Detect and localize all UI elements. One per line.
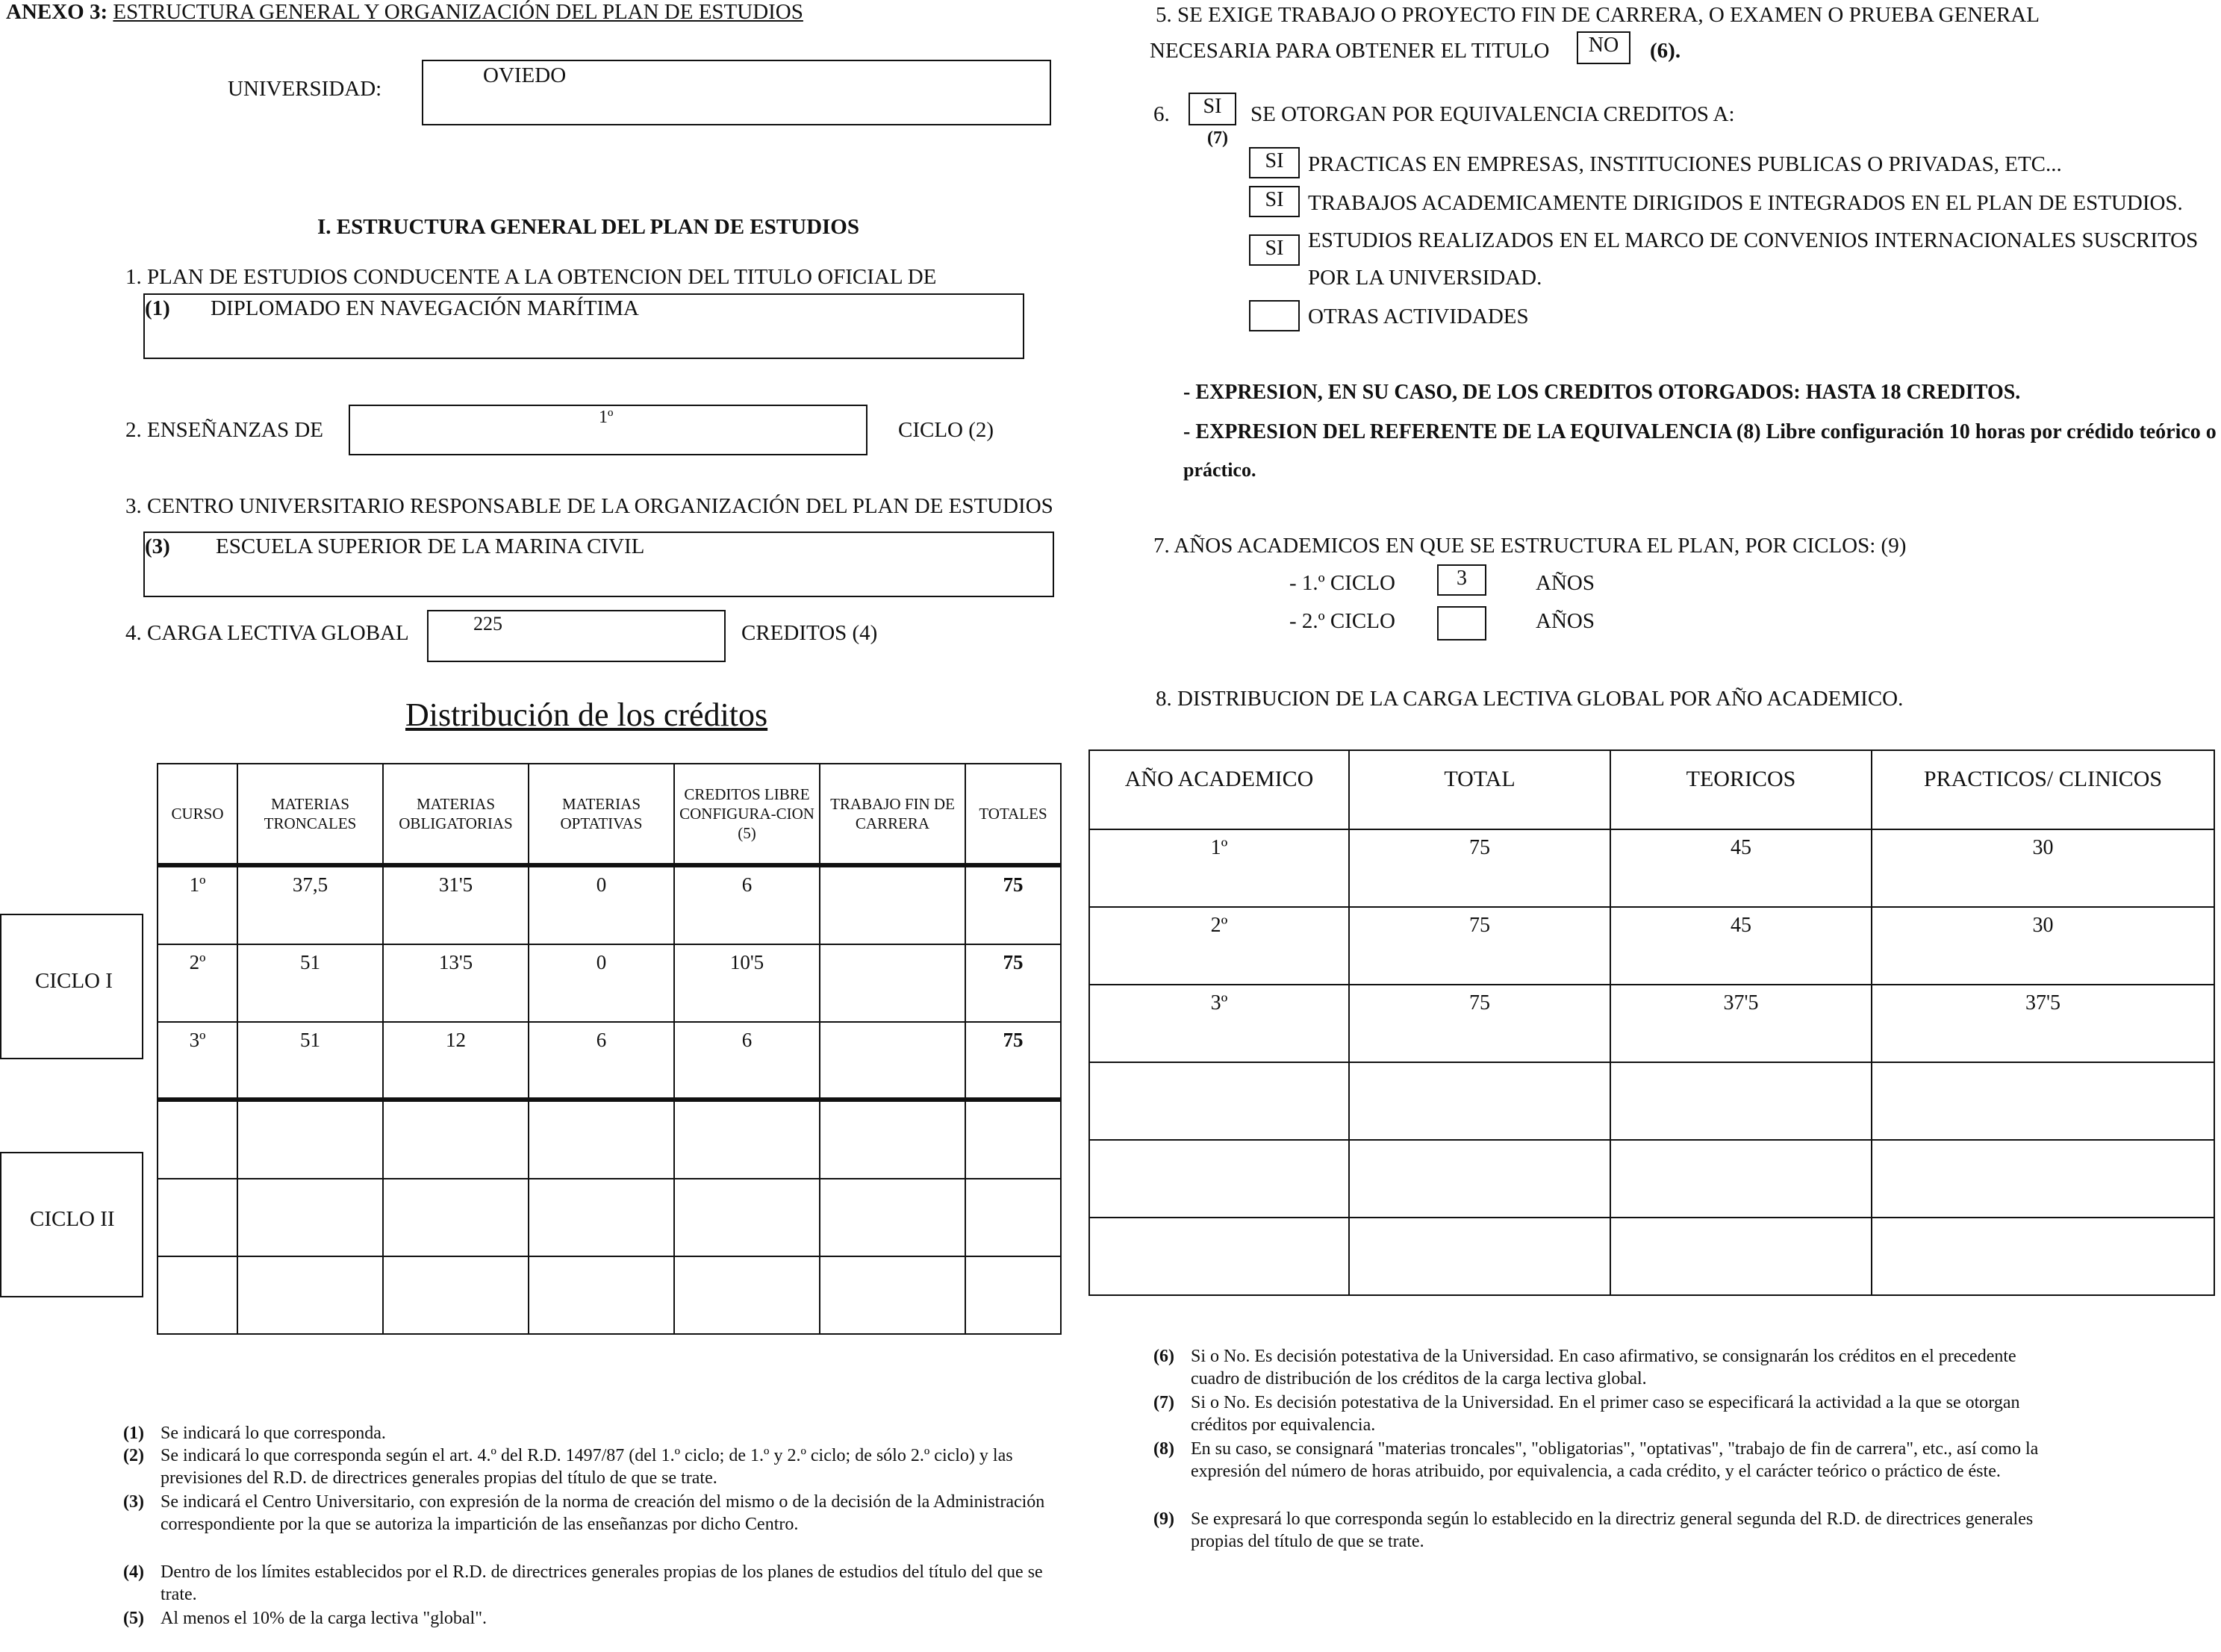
table-cell	[237, 1100, 383, 1179]
footnote-text: Dentro de los límites establecidos por el R.D. de directrices generales propias de los planes de estudios del título del que se trate.	[161, 1562, 1043, 1604]
table-cell	[1610, 1218, 1872, 1295]
credits-header-row	[158, 764, 1061, 865]
centre-value: ESCUELA SUPERIOR DE LA MARINA CIVIL	[216, 534, 645, 558]
table-cell: 6	[674, 1022, 820, 1100]
equivalence-value: SI	[1203, 95, 1222, 118]
footnote-text: Se indicará lo que corresponda.	[161, 1424, 386, 1443]
university-field[interactable]	[422, 60, 1051, 125]
ciclo2-label: CICLO II	[30, 1207, 115, 1231]
table-cell: 51	[237, 944, 383, 1022]
table-cell	[1349, 1218, 1610, 1295]
table-cell	[158, 1100, 237, 1179]
header-cell: MATERIAS OBLIGATORIAS	[383, 764, 529, 865]
table-cell	[820, 944, 965, 1022]
table-cell	[1089, 1062, 1349, 1140]
table-cell	[1872, 1218, 2214, 1295]
header-cell: TEORICOS	[1610, 750, 1872, 829]
item1-note: (1)	[145, 296, 170, 320]
global-load-value: 225	[473, 613, 502, 635]
table-cell: 37'5	[1610, 985, 1872, 1062]
cycle2-years-box[interactable]	[1437, 606, 1486, 640]
footnote-number: (2)	[123, 1446, 144, 1465]
table-cell	[1089, 1218, 1349, 1295]
item1-label: 1. PLAN DE ESTUDIOS CONDUCENTE A LA OBTENCION DEL TITULO OFICIAL DE	[125, 265, 937, 289]
header-cell: AÑO ACADEMICO	[1089, 750, 1349, 829]
footnote-item	[1153, 1438, 2087, 1508]
table-cell	[529, 1256, 674, 1334]
table-cell	[383, 1256, 529, 1334]
table-cell: 37'5	[1872, 985, 2214, 1062]
table-cell	[674, 1256, 820, 1334]
item3-note: (3)	[145, 534, 170, 558]
table-cell	[965, 1179, 1061, 1256]
final-project-value: NO	[1588, 34, 1619, 57]
footnote-number: (7)	[1153, 1393, 1174, 1412]
footnote-number: (8)	[1153, 1439, 1174, 1459]
table-cell: 3º	[1089, 985, 1349, 1062]
header-cell: TOTAL	[1349, 750, 1610, 829]
university-label: UNIVERSIDAD:	[228, 77, 382, 101]
expression-credits: - EXPRESION, EN SU CASO, DE LOS CREDITOS OTORGADOS: HASTA 18 CREDITOS.	[1183, 381, 2021, 404]
item5-note: (6).	[1650, 39, 1681, 63]
footnotes-right	[1153, 1345, 2087, 1584]
item5-line2: NECESARIA PARA OBTENER EL TITULO	[1150, 39, 1550, 63]
table-cell	[158, 1256, 237, 1334]
table-cell: 75	[1349, 907, 1610, 985]
table-cell: 45	[1610, 907, 1872, 985]
footnote-item	[1153, 1508, 2087, 1554]
table-cell	[820, 1256, 965, 1334]
header-cell: TOTALES	[965, 764, 1061, 865]
table-cell: 30	[1872, 829, 2214, 907]
table-cell: 51	[237, 1022, 383, 1100]
equivalence-box[interactable]	[1189, 93, 1236, 125]
cycle1-years-unit: AÑOS	[1536, 571, 1595, 595]
item4-suffix: CREDITOS (4)	[741, 621, 878, 645]
table-cell: 2º	[1089, 907, 1349, 985]
table-cell: 1º	[158, 865, 237, 944]
table-cell: 75	[965, 944, 1061, 1022]
table-cell	[820, 1022, 965, 1100]
table-cell: 75	[1349, 829, 1610, 907]
academic-work-text: TRABAJOS ACADEMICAMENTE DIRIGIDOS E INTEGRADOS EN EL PLAN DE ESTUDIOS.	[1308, 191, 2183, 215]
distribution-title: Distribución de los créditos	[405, 696, 768, 733]
ciclo2-box	[0, 1152, 143, 1297]
other-activities-text: OTRAS ACTIVIDADES	[1308, 305, 1529, 328]
table-cell	[237, 1179, 383, 1256]
table-cell: 30	[1872, 907, 2214, 985]
table-cell	[237, 1256, 383, 1334]
table-row	[1089, 1218, 2214, 1295]
annex-label: ANEXO 3	[6, 0, 101, 24]
footnote-number: (4)	[123, 1562, 144, 1582]
table-cell	[965, 1256, 1061, 1334]
table-cell: 0	[529, 944, 674, 1022]
table-cell	[820, 1100, 965, 1179]
footnote-text: Si o No. Es decisión potestativa de la Universidad. En el primer caso se especificará la actividad a la que se otorgan créditos por equivalencia.	[1191, 1393, 2020, 1435]
footnote-number: (3)	[123, 1492, 144, 1512]
table-cell: 0	[529, 865, 674, 944]
header-cell: MATERIAS TRONCALES	[237, 764, 383, 865]
table-cell	[820, 865, 965, 944]
table-cell	[1610, 1140, 1872, 1218]
table-cell	[820, 1179, 965, 1256]
footnotes-left	[123, 1422, 1086, 1646]
table-cell	[1872, 1062, 2214, 1140]
university-value: OVIEDO	[483, 63, 567, 87]
intl-studies-value: SI	[1265, 237, 1284, 260]
table-cell: 3º	[158, 1022, 237, 1100]
item2-label: 2. ENSEÑANZAS DE	[125, 418, 324, 442]
table-row	[1089, 985, 2214, 1062]
footnote-item	[123, 1444, 1086, 1491]
other-activities-checkbox[interactable]	[1249, 300, 1300, 331]
item2-suffix: CICLO (2)	[898, 418, 994, 442]
header-cell: CREDITOS LIBRE CONFIGURA-CION (5)	[674, 764, 820, 865]
global-load-field[interactable]	[427, 610, 726, 662]
table-cell	[158, 1179, 237, 1256]
ciclo1-box	[0, 914, 143, 1059]
table-cell: 13'5	[383, 944, 529, 1022]
expression-referent-cont: práctico.	[1183, 459, 1256, 481]
cycle1-years-box[interactable]	[1437, 564, 1486, 596]
practices-text: PRACTICAS EN EMPRESAS, INSTITUCIONES PUBLICAS O PRIVADAS, ETC...	[1308, 152, 2062, 176]
table-cell: 75	[965, 865, 1061, 944]
item4-label: 4. CARGA LECTIVA GLOBAL	[125, 621, 409, 645]
footnote-text: Se indicará el Centro Universitario, con expresión de la norma de creación del mismo o de la decisión de la Administración correspondiente por la que se autoriza la impartición de las enseñanzas por dicho Centro.	[161, 1492, 1045, 1534]
annex-header: ANEXO 3: ESTRUCTURA GENERAL Y ORGANIZACIÓN DEL PLAN DE ESTUDIOS	[6, 0, 803, 24]
footnote-text: Se indicará lo que corresponda según el art. 4.º del R.D. 1497/87 (del 1.º ciclo; de 1.º y 2.º ciclo; de sólo 2.º ciclo) y las previsiones del R.D. de directrices generales propias del título de que se trate.	[161, 1446, 1013, 1488]
item6-text: SE OTORGAN POR EQUIVALENCIA CREDITOS A:	[1250, 102, 1735, 126]
table-cell: 10'5	[674, 944, 820, 1022]
table-cell: 6	[529, 1022, 674, 1100]
intl-studies-text2: POR LA UNIVERSIDAD.	[1308, 266, 1542, 290]
table-cell	[1872, 1140, 2214, 1218]
table-cell: 1º	[1089, 829, 1349, 907]
cycle-field[interactable]	[349, 405, 867, 455]
load-header-row	[1089, 750, 2214, 829]
header-cell: CURSO	[158, 764, 237, 865]
cycle1-years-label: - 1.º CICLO	[1289, 571, 1395, 595]
intl-studies-text: ESTUDIOS REALIZADOS EN EL MARCO DE CONVENIOS INTERNACIONALES SUSCRITOS	[1308, 228, 2199, 252]
annex-title: ESTRUCTURA GENERAL Y ORGANIZACIÓN DEL PLAN DE ESTUDIOS	[113, 0, 803, 24]
table-cell: 37,5	[237, 865, 383, 944]
header-cell: MATERIAS OPTATIVAS	[529, 764, 674, 865]
table-row	[158, 944, 1061, 1022]
item7-label: 7. AÑOS ACADEMICOS EN QUE SE ESTRUCTURA EL PLAN, POR CICLOS: (9)	[1153, 534, 1907, 558]
footnote-item	[123, 1491, 1086, 1561]
final-project-box[interactable]	[1577, 31, 1630, 64]
footnote-number: (5)	[123, 1609, 144, 1628]
item6-number: 6.	[1153, 102, 1170, 126]
table-row	[158, 1022, 1061, 1100]
table-cell: 31'5	[383, 865, 529, 944]
table-cell	[965, 1100, 1061, 1179]
footnote-item	[123, 1422, 1086, 1444]
table-cell	[1349, 1140, 1610, 1218]
table-cell: 75	[965, 1022, 1061, 1100]
degree-title-field[interactable]	[143, 293, 1024, 359]
table-cell: 2º	[158, 944, 237, 1022]
practices-value: SI	[1265, 149, 1284, 172]
section-title: I. ESTRUCTURA GENERAL DEL PLAN DE ESTUDIOS	[317, 215, 859, 239]
table-cell	[1089, 1140, 1349, 1218]
header-cell: PRACTICOS/ CLINICOS	[1872, 750, 2214, 829]
footnote-number: (1)	[123, 1424, 144, 1443]
table-cell: 75	[1349, 985, 1610, 1062]
table-cell	[674, 1179, 820, 1256]
ciclo1-label: CICLO I	[35, 969, 113, 993]
footnote-text: En su caso, se consignará "materias troncales", "obligatorias", "optativas", "trabajo de fin de carrera", etc., así como la expresión del número de horas atribuido, por equivalencia, a cada crédito, y el carácter teórico o práctico de éste.	[1191, 1439, 2039, 1481]
cycle-value: 1º	[599, 408, 614, 427]
footnote-text: Se expresará lo que corresponda según lo establecido en la directriz general segunda del R.D. de directrices generales propias del título de que se trate.	[1191, 1509, 2034, 1551]
footnote-number: (6)	[1153, 1347, 1174, 1366]
header-cell: TRABAJO FIN DE CARRERA	[820, 764, 965, 865]
cycle2-years-unit: AÑOS	[1536, 609, 1595, 633]
academic-work-value: SI	[1265, 188, 1284, 211]
footnote-text: Si o No. Es decisión potestativa de la Universidad. En caso afirmativo, se consignarán los créditos en el precedente cuadro de distribución de los créditos de la carga lectiva global.	[1191, 1347, 2016, 1388]
table-cell	[1349, 1062, 1610, 1140]
table-row	[158, 1179, 1061, 1256]
footnote-text: Al menos el 10% de la carga lectiva "global".	[161, 1609, 488, 1628]
table-cell	[1610, 1062, 1872, 1140]
table-row	[1089, 1140, 2214, 1218]
footnote-item	[1153, 1345, 2087, 1391]
item8-label: 8. DISTRIBUCION DE LA CARGA LECTIVA GLOBAL POR AÑO ACADEMICO.	[1156, 687, 1904, 711]
table-row	[1089, 907, 2214, 985]
cycle1-years-value: 3	[1457, 567, 1467, 590]
credits-table	[157, 763, 1062, 1335]
item3-label: 3. CENTRO UNIVERSITARIO RESPONSABLE DE LA ORGANIZACIÓN DEL PLAN DE ESTUDIOS	[125, 494, 1053, 518]
table-row	[158, 1256, 1061, 1334]
table-row	[1089, 829, 2214, 907]
cycle2-years-label: - 2.º CICLO	[1289, 609, 1395, 633]
table-cell	[529, 1100, 674, 1179]
table-cell	[383, 1100, 529, 1179]
practices-checkbox[interactable]	[1249, 147, 1300, 178]
table-cell: 12	[383, 1022, 529, 1100]
academic-work-checkbox[interactable]	[1249, 186, 1300, 217]
degree-title-value: DIPLOMADO EN NAVEGACIÓN MARÍTIMA	[211, 296, 639, 320]
table-cell	[529, 1179, 674, 1256]
table-cell	[674, 1100, 820, 1179]
footnote-item	[123, 1607, 1086, 1630]
table-row	[1089, 1062, 2214, 1140]
table-cell: 6	[674, 865, 820, 944]
item6-note: (7)	[1207, 128, 1228, 148]
load-table	[1088, 749, 2215, 1296]
footnote-number: (9)	[1153, 1509, 1174, 1529]
centre-field[interactable]	[143, 532, 1054, 597]
footnote-item	[123, 1561, 1086, 1607]
expression-referent: - EXPRESION DEL REFERENTE DE LA EQUIVALENCIA (8) Libre configuración 10 horas por crédido teórico o	[1183, 420, 2217, 443]
table-row	[158, 1100, 1061, 1179]
footnote-item	[1153, 1391, 2087, 1438]
table-row	[158, 865, 1061, 944]
intl-studies-checkbox[interactable]	[1249, 234, 1300, 266]
table-cell: 45	[1610, 829, 1872, 907]
item5-line1: 5. SE EXIGE TRABAJO O PROYECTO FIN DE CARRERA, O EXAMEN O PRUEBA GENERAL	[1156, 3, 2040, 27]
table-cell	[383, 1179, 529, 1256]
